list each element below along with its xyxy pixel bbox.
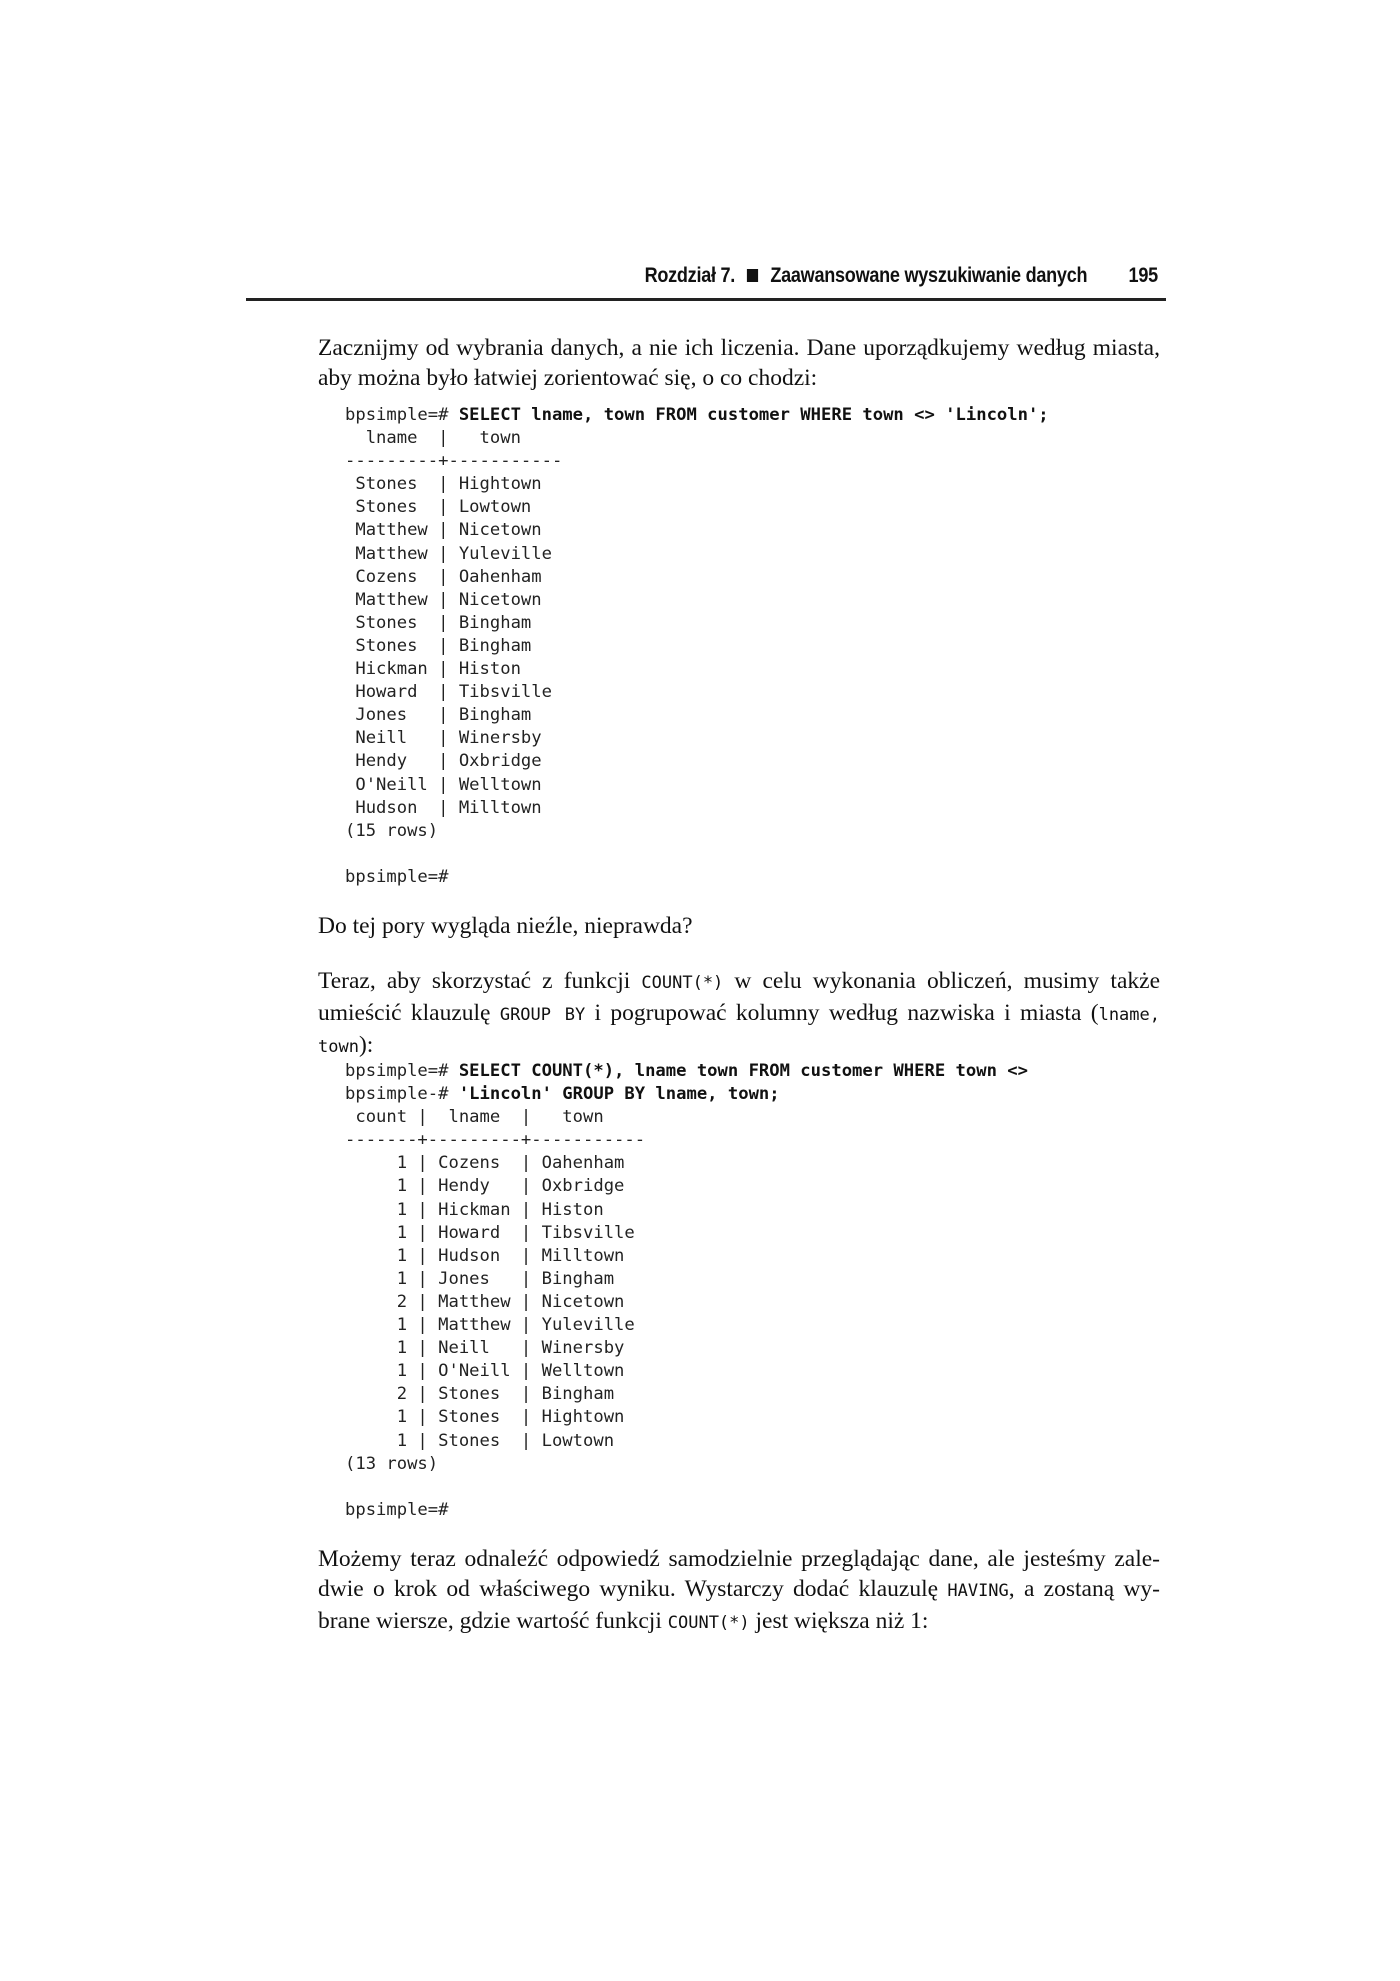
inline-code: COUNT(*)	[641, 973, 724, 993]
text-run: Teraz, aby skorzystać z funkcji	[318, 968, 642, 994]
chapter-label: Rozdział 7.	[644, 264, 736, 287]
code-block-select	[345, 404, 1049, 889]
running-header-text	[645, 264, 1158, 288]
paragraph-count-explanation	[318, 966, 1160, 1062]
code-prompt: bpsimple=#	[345, 1061, 459, 1081]
inline-code: lname, town	[318, 1005, 1160, 1057]
paragraph-having	[318, 1544, 1160, 1638]
text-run: i pogrupować kolumny według nazwiska i miasta (	[585, 1000, 1099, 1026]
code-output: count | lname | town -------+---------+----------- 1 | Cozens | Oahenham 1 | Hendy | Oxbridge 1 | Hickman | Histon 1 | Howard | Tibsville 1 | Hudson | Milltown 1 | Jones | Bingham 2 | Matthew | Nicetown 1 | Matthew | Yuleville 1 | Neill | Winersby 1 | O'Neill | Welltown 2 | Stones | Bingham 1 | Stones | Hightown 1 | Stones | Lowtown (13 rows) bpsimple=#	[345, 1107, 646, 1520]
inline-code: HAVING	[947, 1581, 1009, 1601]
text-run: w celu wykonania obliczeń, musimy także umieścić klauzulę	[318, 968, 1160, 1026]
code-command: 'Lincoln' GROUP BY lname, town;	[458, 1084, 780, 1105]
code-output: lname | town ---------+----------- Stones | Hightown Stones | Lowtown Matthew | Nicetown Matthew | Yuleville Cozens | Oahenham Matthew | Nicetown Stones | Bingham Stones | Bingham Hickman | Histon Howard | Tibsville Jones | Bingham Neill | Winersby Hendy | Oxbridge O'Neill | Welltown Hudson | Milltown (15 rows) bpsimple=#	[345, 428, 563, 887]
code-command: SELECT COUNT(*), lname town FROM customer WHERE town <>	[458, 1061, 1028, 1081]
text-run: Możemy teraz odnaleźć odpowiedź samodzielnie przeglądając dane, ale jesteśmy zale- dwie o krok od właściwego wyniku. Wystarczy dodać klauzulę	[318, 1546, 1160, 1602]
paragraph-intro: Zacznijmy od wybrania danych, a nie ich liczenia. Dane uporządkujemy według miasta, aby można było łatwiej zorientować się, o co chodzi:	[318, 335, 1160, 391]
page-number: 195	[1128, 264, 1158, 287]
text-run: ):	[358, 1032, 374, 1058]
inline-code: GROUP BY	[499, 1005, 586, 1025]
square-bullet-icon	[747, 269, 758, 282]
code-prompt: bpsimple-#	[345, 1084, 459, 1105]
inline-code: COUNT(*)	[667, 1613, 750, 1633]
running-header	[246, 258, 1166, 301]
text-run: , a zostaną wy- brane wiersze, gdzie wartość funkcji	[318, 1576, 1160, 1634]
paragraph-comment: Do tej pory wygląda nieźle, nieprawda?	[318, 913, 693, 939]
code-command: SELECT lname, town FROM customer WHERE town <> 'Lincoln';	[458, 405, 1049, 425]
code-block-group-by	[345, 1060, 1028, 1522]
chapter-title: Zaawansowane wyszukiwanie danych	[770, 264, 1088, 287]
text-run: jest większa niż 1:	[749, 1608, 929, 1634]
code-prompt: bpsimple=#	[345, 405, 459, 425]
